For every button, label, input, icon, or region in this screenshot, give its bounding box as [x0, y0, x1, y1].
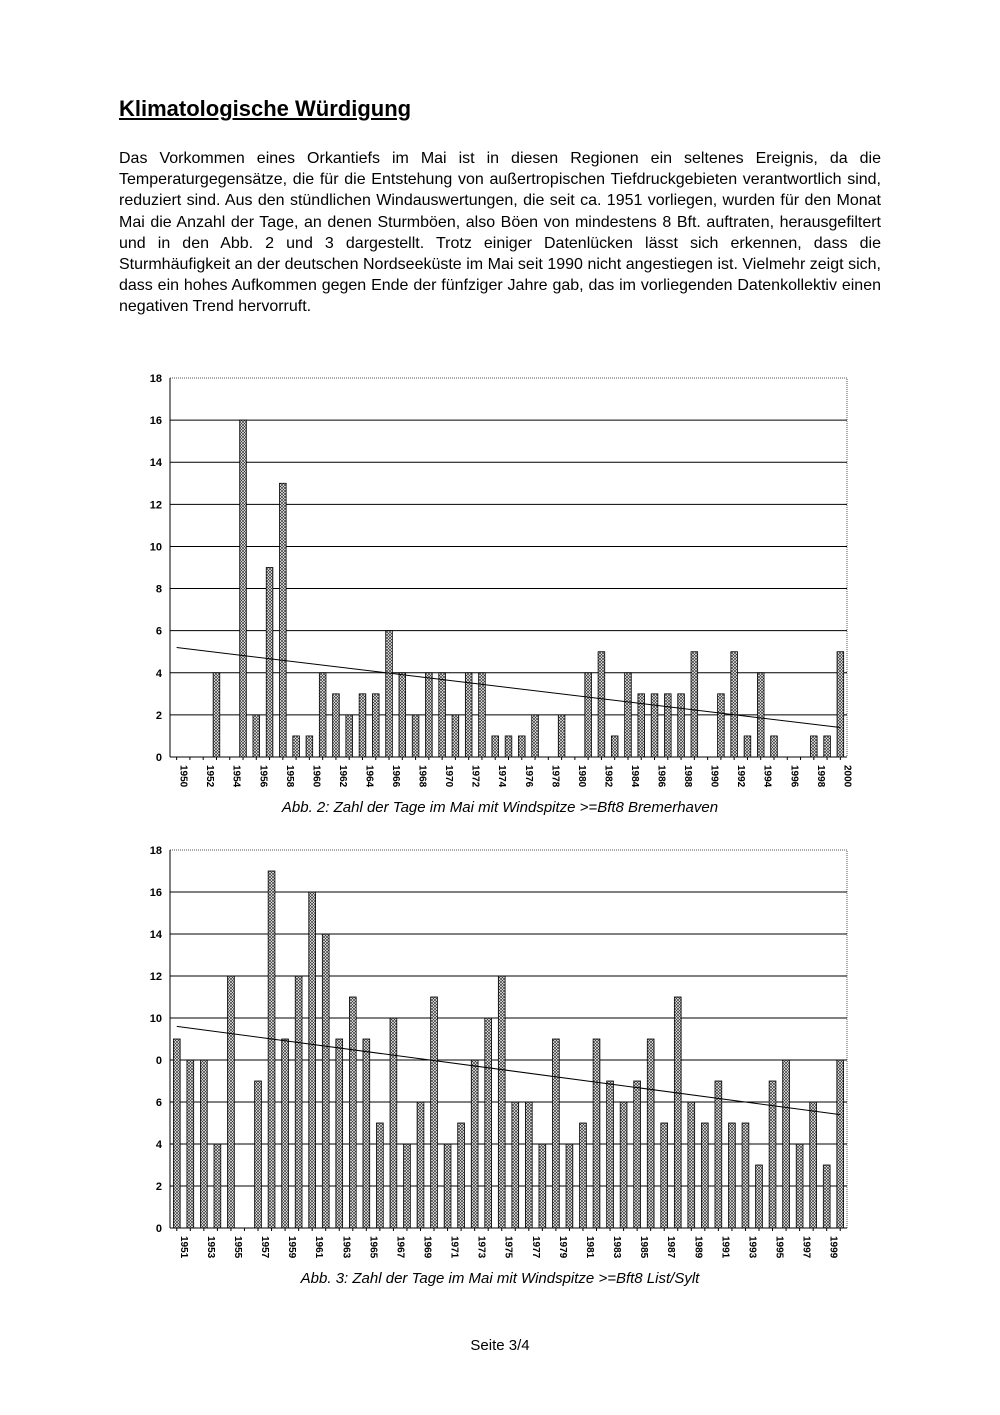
bar	[607, 1081, 614, 1228]
x-tick-label: 1950	[177, 765, 189, 788]
bar	[214, 1144, 221, 1228]
x-tick-label: 1984	[628, 765, 640, 788]
bar	[336, 1039, 343, 1228]
x-tick-label: 1964	[363, 765, 375, 788]
bar	[253, 715, 260, 757]
bar	[701, 1123, 708, 1228]
bar	[213, 673, 220, 757]
bar	[266, 568, 273, 758]
x-tick-label: 1972	[469, 765, 481, 788]
bar	[715, 1081, 722, 1228]
bar	[585, 673, 592, 757]
page-title: Klimatologische Würdigung	[119, 96, 412, 121]
bar	[756, 1165, 763, 1228]
bar	[452, 715, 459, 757]
caption-list-sylt: Abb. 3: Zahl der Tage im Mai mit Windspitze >=Bft8 List/Sylt	[300, 1270, 700, 1287]
bar	[539, 1144, 546, 1228]
x-tick-label: 1957	[259, 1236, 271, 1259]
x-tick-label: 1968	[416, 765, 428, 788]
bar	[525, 1102, 532, 1228]
bar	[417, 1102, 424, 1228]
y-tick-label: 0	[155, 1055, 162, 1067]
bar	[512, 1102, 519, 1228]
x-tick-label: 1951	[177, 1236, 189, 1259]
bar	[404, 1144, 411, 1228]
x-tick-label: 1974	[496, 765, 508, 788]
bar	[796, 1144, 803, 1228]
bar	[444, 1144, 451, 1228]
x-tick-label: 1973	[475, 1236, 487, 1259]
trend-line	[177, 1026, 840, 1114]
bar	[431, 997, 438, 1228]
x-tick-label: 1989	[692, 1236, 704, 1259]
bar	[295, 976, 302, 1228]
x-tick-label: 1985	[638, 1236, 650, 1259]
bar	[333, 694, 340, 757]
bar	[439, 673, 446, 757]
bar	[372, 694, 379, 757]
bar	[282, 1039, 289, 1228]
bar	[744, 736, 751, 757]
x-tick-label: 1970	[443, 765, 455, 788]
bar	[718, 694, 725, 757]
bar	[485, 1018, 492, 1228]
bar	[255, 1081, 262, 1228]
bar	[426, 673, 433, 757]
bar	[498, 976, 505, 1228]
bar	[399, 673, 406, 757]
bar	[634, 1081, 641, 1228]
x-tick-label: 1969	[421, 1236, 433, 1259]
bar	[837, 1060, 844, 1228]
bar	[293, 736, 300, 757]
x-tick-label: 1990	[708, 765, 720, 788]
x-tick-label: 1986	[655, 765, 667, 788]
x-tick-label: 1996	[788, 765, 800, 788]
bar	[769, 1081, 776, 1228]
x-tick-label: 1980	[575, 765, 587, 788]
bar	[518, 736, 525, 757]
x-tick-label: 1979	[556, 1236, 568, 1259]
x-tick-label: 1978	[549, 765, 561, 788]
bar	[824, 736, 831, 757]
bar	[593, 1039, 600, 1228]
bar	[691, 652, 698, 757]
y-tick-label: 4	[155, 667, 162, 680]
bar	[349, 997, 356, 1228]
x-tick-label: 1965	[367, 1236, 379, 1259]
y-tick-label: 2	[155, 1181, 162, 1193]
x-tick-label: 1971	[448, 1236, 460, 1259]
x-tick-label: 1987	[665, 1236, 677, 1259]
bar	[505, 736, 512, 757]
bar	[319, 673, 326, 757]
y-tick-label: 10	[149, 1013, 162, 1025]
bar	[268, 871, 275, 1228]
bar	[280, 483, 287, 757]
bar	[479, 673, 486, 757]
x-tick-label: 1993	[746, 1236, 758, 1259]
bar	[306, 736, 313, 757]
bar	[651, 694, 658, 757]
bar	[810, 1102, 817, 1228]
bar	[742, 1123, 749, 1228]
x-tick-label: 1961	[313, 1236, 325, 1259]
bar	[412, 715, 419, 757]
bar	[458, 1123, 465, 1228]
bar	[611, 736, 618, 757]
y-tick-label: 18	[149, 845, 162, 857]
x-tick-label: 1982	[602, 765, 614, 788]
y-tick-label: 16	[149, 415, 162, 428]
bar	[837, 652, 844, 757]
x-tick-label: 2000	[841, 765, 853, 788]
x-tick-label: 1995	[773, 1236, 785, 1259]
bar	[228, 976, 235, 1228]
x-tick-label: 1952	[204, 765, 216, 788]
x-tick-label: 1981	[583, 1236, 595, 1259]
y-tick-label: 0	[155, 1223, 162, 1235]
bar	[757, 673, 764, 757]
x-tick-label: 1962	[336, 765, 348, 788]
x-tick-label: 1967	[394, 1236, 406, 1259]
bar	[376, 1123, 383, 1228]
bar	[363, 1039, 370, 1228]
x-tick-label: 1975	[502, 1236, 514, 1259]
bar	[678, 694, 685, 757]
x-tick-label: 1954	[230, 765, 242, 788]
page-footer: Seite 3/4	[470, 1337, 530, 1354]
bar	[558, 715, 565, 757]
y-tick-label: 6	[155, 625, 162, 638]
bar	[771, 736, 778, 757]
x-tick-label: 1959	[286, 1236, 298, 1259]
bar	[625, 673, 632, 757]
trend-line	[177, 648, 841, 728]
bar	[553, 1039, 560, 1228]
bar	[620, 1102, 627, 1228]
x-tick-label: 1960	[310, 765, 322, 788]
bar	[731, 652, 738, 757]
bar	[359, 694, 366, 757]
bar	[566, 1144, 573, 1228]
bar	[187, 1060, 194, 1228]
x-tick-label: 1998	[814, 765, 826, 788]
bar	[688, 1102, 695, 1228]
bar	[729, 1123, 736, 1228]
chart-list-sylt	[0, 838, 1000, 1268]
x-tick-label: 1997	[800, 1236, 812, 1259]
x-tick-label: 1958	[283, 765, 295, 788]
bar	[823, 1165, 830, 1228]
bar	[664, 694, 671, 757]
x-tick-label: 1956	[257, 765, 269, 788]
y-tick-label: 10	[149, 541, 162, 554]
body-paragraph: Das Vorkommen eines Orkantiefs im Mai ist in diesen Regionen ein seltenes Ereignis, da die Temperaturgegensätze, die für die Entstehung von außertropischen Tiefdruckgebieten verantwortlich sind, reduziert sind. Aus den stündlichen Windauswertungen, die seit ca. 1951 vorliegen, wurden für den Monat Mai die Anzahl der Tage, an denen Sturmböen, also Böen von mindestens 8 Bft. auftraten, herausgefiltert und in den Abb. 2 und 3 dargestellt. Trotz einiger Datenlücken lässt sich erkennen, dass die Sturmhäufigkeit an der deutschen Nordseeküste im Mai seit 1990 nicht angestiegen ist. Vielmehr zeigt sich, dass ein hohes Aufkommen gegen Ende der fünfziger Jahre gab, das im vorliegenden Datenkollektiv einen negativen Trend hervorruft.	[119, 150, 881, 316]
x-tick-label: 1963	[340, 1236, 352, 1259]
bar	[783, 1060, 790, 1228]
y-tick-label: 12	[149, 971, 162, 983]
bar	[309, 892, 316, 1228]
chart-bremerhaven	[0, 368, 1000, 800]
x-tick-label: 1955	[231, 1236, 243, 1259]
y-tick-label: 18	[149, 373, 162, 385]
y-tick-label: 14	[149, 457, 162, 470]
x-tick-label: 1999	[827, 1236, 839, 1259]
bar	[386, 631, 393, 757]
x-tick-label: 1983	[611, 1236, 623, 1259]
bar	[674, 997, 681, 1228]
x-tick-label: 1991	[719, 1236, 731, 1259]
bar	[173, 1039, 180, 1228]
y-tick-label: 8	[155, 583, 162, 596]
y-tick-label: 16	[149, 887, 162, 899]
bar	[661, 1123, 668, 1228]
x-tick-label: 1976	[522, 765, 534, 788]
chart-bremerhaven-svg	[0, 368, 1000, 800]
x-tick-label: 1992	[735, 765, 747, 788]
y-tick-label: 4	[155, 1139, 162, 1151]
y-tick-label: 14	[149, 929, 162, 941]
bar	[322, 934, 329, 1228]
bar	[471, 1060, 478, 1228]
y-tick-label: 0	[155, 752, 162, 764]
bar	[200, 1060, 207, 1228]
bar	[810, 736, 817, 757]
bar	[492, 736, 499, 757]
caption-bremerhaven: Abb. 2: Zahl der Tage im Mai mit Windspitze >=Bft8 Bremerhaven	[281, 799, 719, 816]
bar	[647, 1039, 654, 1228]
x-tick-label: 1977	[529, 1236, 541, 1259]
y-tick-label: 6	[155, 1097, 162, 1109]
x-tick-label: 1994	[761, 765, 773, 788]
bar	[598, 652, 605, 757]
x-tick-label: 1953	[204, 1236, 216, 1259]
chart-list-sylt-svg	[0, 838, 1000, 1268]
bar	[346, 715, 353, 757]
y-tick-label: 2	[155, 709, 162, 722]
bar	[390, 1018, 397, 1228]
bar	[465, 673, 472, 757]
bar	[532, 715, 539, 757]
y-tick-label: 12	[149, 499, 162, 512]
x-tick-label: 1966	[390, 765, 402, 788]
bar	[580, 1123, 587, 1228]
x-tick-label: 1988	[682, 765, 694, 788]
bar	[240, 420, 247, 757]
